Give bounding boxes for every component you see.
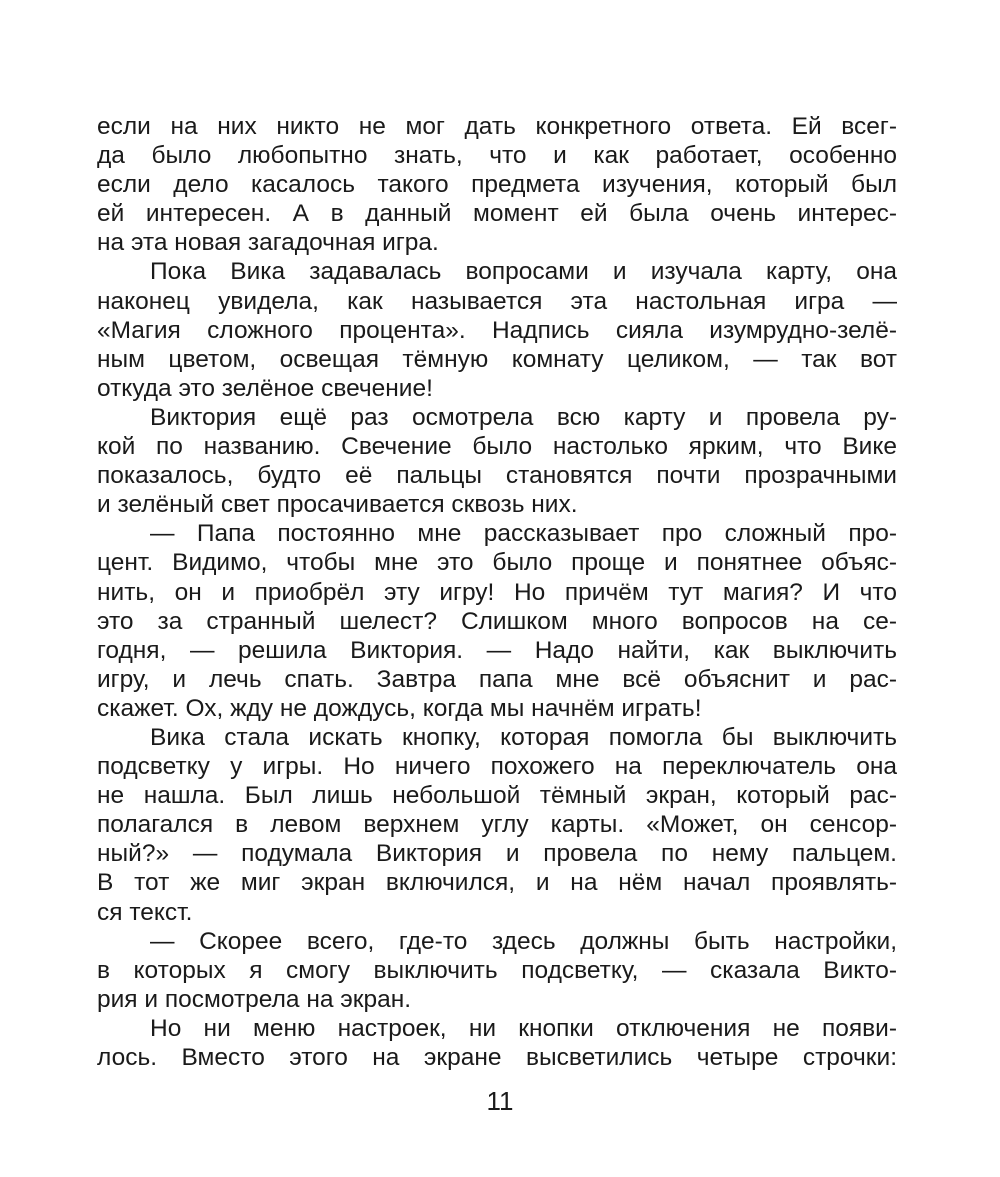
text-line: да было любопытно знать, что и как работает, особенно xyxy=(97,142,897,170)
text-line: — Скорее всего, где-то здесь должны быть настройки, xyxy=(150,927,897,955)
text-line: ей интересен. А в данный момент ей была очень интерес- xyxy=(97,200,897,228)
text-line: откуда это зелёное свечение! xyxy=(97,374,433,402)
text-line: подсветку у игры. Но ничего похожего на переключатель она xyxy=(97,753,897,781)
paragraph-3 xyxy=(97,403,897,519)
text-line: игру, и лечь спать. Завтра папа мне всё объяснит и рас- xyxy=(97,665,897,693)
text-line: если дело касалось такого предмета изучения, который был xyxy=(97,171,897,199)
text-line: цент. Видимо, чтобы мне это было проще и понятнее объяс- xyxy=(97,549,897,577)
text-line: и зелёный свет просачивается сквозь них. xyxy=(97,491,578,519)
text-line: кой по названию. Свечение было настолько ярким, что Вике xyxy=(97,433,897,461)
text-line: на эта новая загадочная игра. xyxy=(97,229,439,257)
paragraph-5 xyxy=(97,723,897,927)
text-line: не нашла. Был лишь небольшой тёмный экран, который рас- xyxy=(97,782,897,810)
paragraph-7 xyxy=(97,1014,897,1072)
text-line: рия и посмотрела на экран. xyxy=(97,985,412,1013)
paragraph-2 xyxy=(97,257,897,402)
text-line: ся текст. xyxy=(97,898,193,926)
paragraph-1 xyxy=(97,112,897,257)
text-line: Пока Вика задавалась вопросами и изучала карту, она xyxy=(150,258,897,286)
text-line: Виктория ещё раз осмотрела всю карту и провела ру- xyxy=(150,403,897,431)
paragraph-4 xyxy=(97,519,897,723)
text-line: показалось, будто её пальцы становятся почти прозрачными xyxy=(97,462,897,490)
text-line: если на них никто не мог дать конкретного ответа. Ей всег- xyxy=(97,113,897,140)
text-line: Вика стала искать кнопку, которая помогла бы выключить xyxy=(150,723,897,751)
text-line: лось. Вместо этого на экране высветились четыре строчки: xyxy=(97,1044,897,1071)
text-line: «Магия сложного процента». Надпись сияла изумрудно-зелё- xyxy=(97,316,897,344)
text-line: ный?» — подумала Виктория и провела по нему пальцем. xyxy=(97,840,897,868)
text-line: скажет. Ох, жду не дождусь, когда мы начнём играть! xyxy=(97,694,702,722)
text-line: в которых я смогу выключить подсветку, — сказала Викто- xyxy=(97,956,897,984)
text-line: Но ни меню настроек, ни кнопки отключения не появи- xyxy=(150,1014,897,1042)
text-line: В тот же миг экран включился, и на нём начал проявлять- xyxy=(97,869,897,897)
text-line: наконец увидела, как называется эта настольная игра — xyxy=(97,287,897,315)
text-line: полагался в левом верхнем углу карты. «Может, он сенсор- xyxy=(97,811,897,839)
paragraph-6 xyxy=(97,927,897,1014)
text-line: нить, он и приобрёл эту игру! Но причём тут магия? И что xyxy=(97,578,897,606)
text-line: это за странный шелест? Слишком много вопросов на се- xyxy=(97,607,897,635)
text-line: — Папа постоянно мне рассказывает про сложный про- xyxy=(150,520,897,548)
body-text xyxy=(97,112,897,1072)
page-number: 11 xyxy=(486,1086,514,1116)
text-line: годня, — решила Виктория. — Надо найти, как выключить xyxy=(97,636,897,664)
text-line: ным цветом, освещая тёмную комнату целиком, — так вот xyxy=(97,345,897,373)
